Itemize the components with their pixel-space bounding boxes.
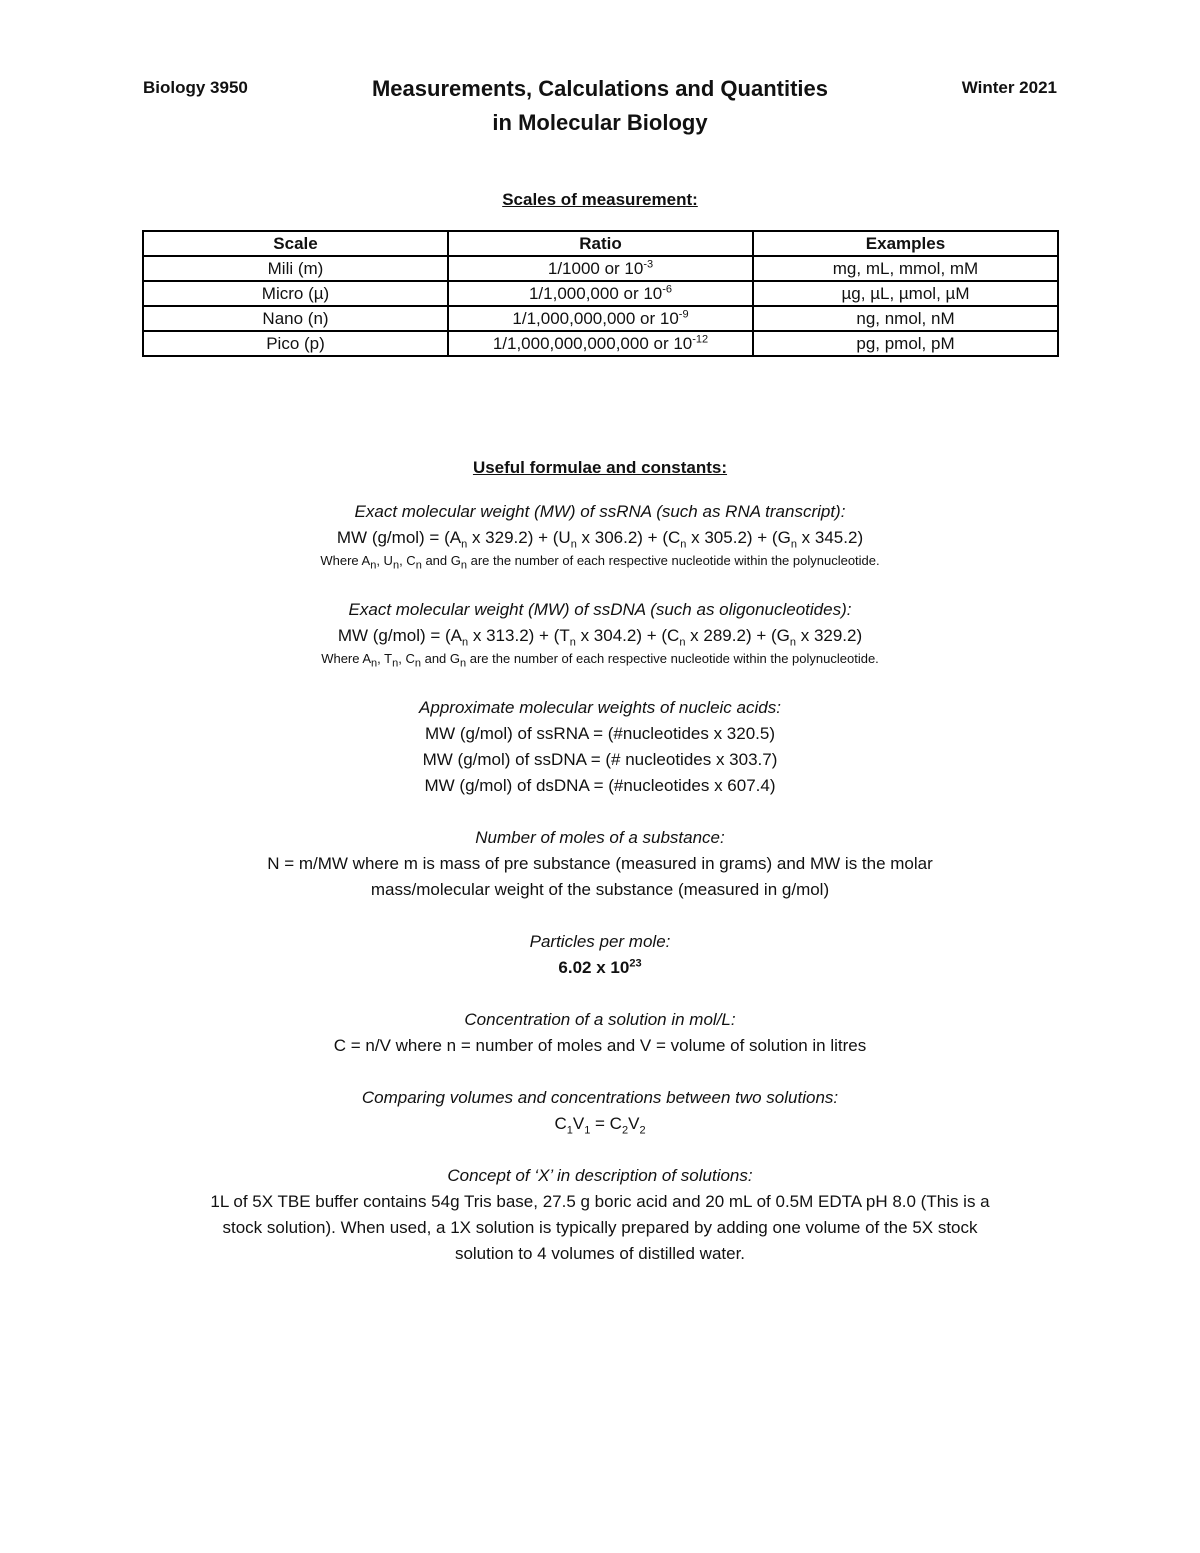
table-row (143, 306, 1058, 331)
cell-examples: ng, nmol, nM (753, 306, 1058, 331)
concentration-line: C = n/V where n = number of moles and V = volume of solution in litres (333, 1036, 867, 1055)
title-line-2: in Molecular Biology (492, 110, 708, 135)
cell-scale: Nano (n) (143, 306, 448, 331)
concept-title: Concept of ‘X’ in description of solutions: (447, 1166, 753, 1185)
approx-line-dsdna: MW (g/mol) of dsDNA = (#nucleotides x 607.4) (424, 776, 776, 795)
course-label: Biology 3950 (143, 78, 248, 97)
avogadro-constant: 6.02 x $10^{23}$ (558, 957, 642, 977)
approx-line-ssrna: MW (g/mol) of ssRNA = (#nucleotides x 320.5) (424, 724, 776, 743)
particles-title: Particles per mole: (529, 932, 671, 951)
moles-title: Number of moles of a substance: (475, 828, 725, 847)
ssrna-note: Where $A_n$, $U_n$, $C_n$ and $G_n$ are the number of each respective nucleotide within the polynucleotide. (320, 553, 880, 572)
formulae-section (100, 455, 1100, 1267)
col-header-ratio: Ratio (448, 231, 753, 256)
ssrna-title: Exact molecular weight (MW) of ssRNA (such as RNA transcript): (354, 502, 846, 521)
cell-ratio: 1/1,000,000,000 or $10^{-9}$ (448, 306, 753, 331)
term-label: Winter 2021 (961, 78, 1057, 97)
ssdna-note: Where $A_n$, $T_n$, $C_n$ and $G_n$ are the number of each respective nucleotide within the polynucleotide. (321, 651, 879, 670)
concept-line-2: stock solution). When used, a 1X solution is typically prepared by adding one volume of the 5X stock (222, 1218, 978, 1237)
cell-examples: µg, µL, µmol, µM (753, 281, 1058, 306)
col-header-scale: Scale (143, 231, 448, 256)
cell-examples: pg, pmol, pM (753, 331, 1058, 356)
ssrna-equation: MW $(g/mol) = (A_n$ x $329.2) + (U_n$ x $306.2) + (C_n$ x $305.2) + (G_n$ x 345.2) (336, 528, 864, 551)
cell-ratio: 1/1,000,000 or $10^{-6}$ (448, 281, 753, 306)
table-header-row (143, 231, 1058, 256)
dilution-equation: $C_1V_1 = C_2V_2$ (554, 1114, 646, 1137)
approx-line-ssdna: MW (g/mol) of ssDNA = (# nucleotides x 303.7) (422, 750, 778, 769)
col-header-examples: Examples (753, 231, 1058, 256)
comparing-title: Comparing volumes and concentrations between two solutions: (361, 1088, 839, 1107)
formulae-heading: Useful formulae and constants: (472, 458, 728, 477)
ssdna-title: Exact molecular weight (MW) of ssDNA (such as oligonucleotides): (348, 600, 852, 619)
title-line-1: Measurements, Calculations and Quantities (371, 76, 828, 101)
cell-scale: Micro (µ) (143, 281, 448, 306)
scales-table (142, 230, 1059, 357)
concept-line-3: solution to 4 volumes of distilled water. (454, 1244, 746, 1263)
cell-scale: Pico (p) (143, 331, 448, 356)
moles-line-1: N = m/MW where m is mass of pre substance (measured in grams) and MW is the molar (267, 854, 933, 873)
cell-examples: mg, mL, mmol, mM (753, 256, 1058, 281)
concept-line-1: 1L of 5X TBE buffer contains 54g Tris base, 27.5 g boric acid and 20 mL of 0.5M EDTA pH 8.0 (This is a (210, 1192, 990, 1211)
document-header (0, 72, 1200, 140)
cell-ratio: 1/1000 or $10^{-3}$ (448, 256, 753, 281)
table-row (143, 281, 1058, 306)
table-row (143, 331, 1058, 356)
ssdna-equation: MW $(g/mol) = (A_n$ x $313.2) + (T_n$ x $304.2) + (C_n$ x $289.2) + (G_n$ x 329.2) (337, 626, 863, 649)
cell-scale: Mili (m) (143, 256, 448, 281)
approx-title: Approximate molecular weights of nucleic acids: (419, 698, 781, 717)
scales-heading: Scales of measurement: (502, 190, 698, 209)
concentration-title: Concentration of a solution in mol/L: (464, 1010, 736, 1029)
cell-ratio: 1/1,000,000,000,000 or $10^{-12}$ (448, 331, 753, 356)
table-row (143, 256, 1058, 281)
moles-line-2: mass/molecular weight of the substance (measured in g/mol) (370, 880, 830, 899)
